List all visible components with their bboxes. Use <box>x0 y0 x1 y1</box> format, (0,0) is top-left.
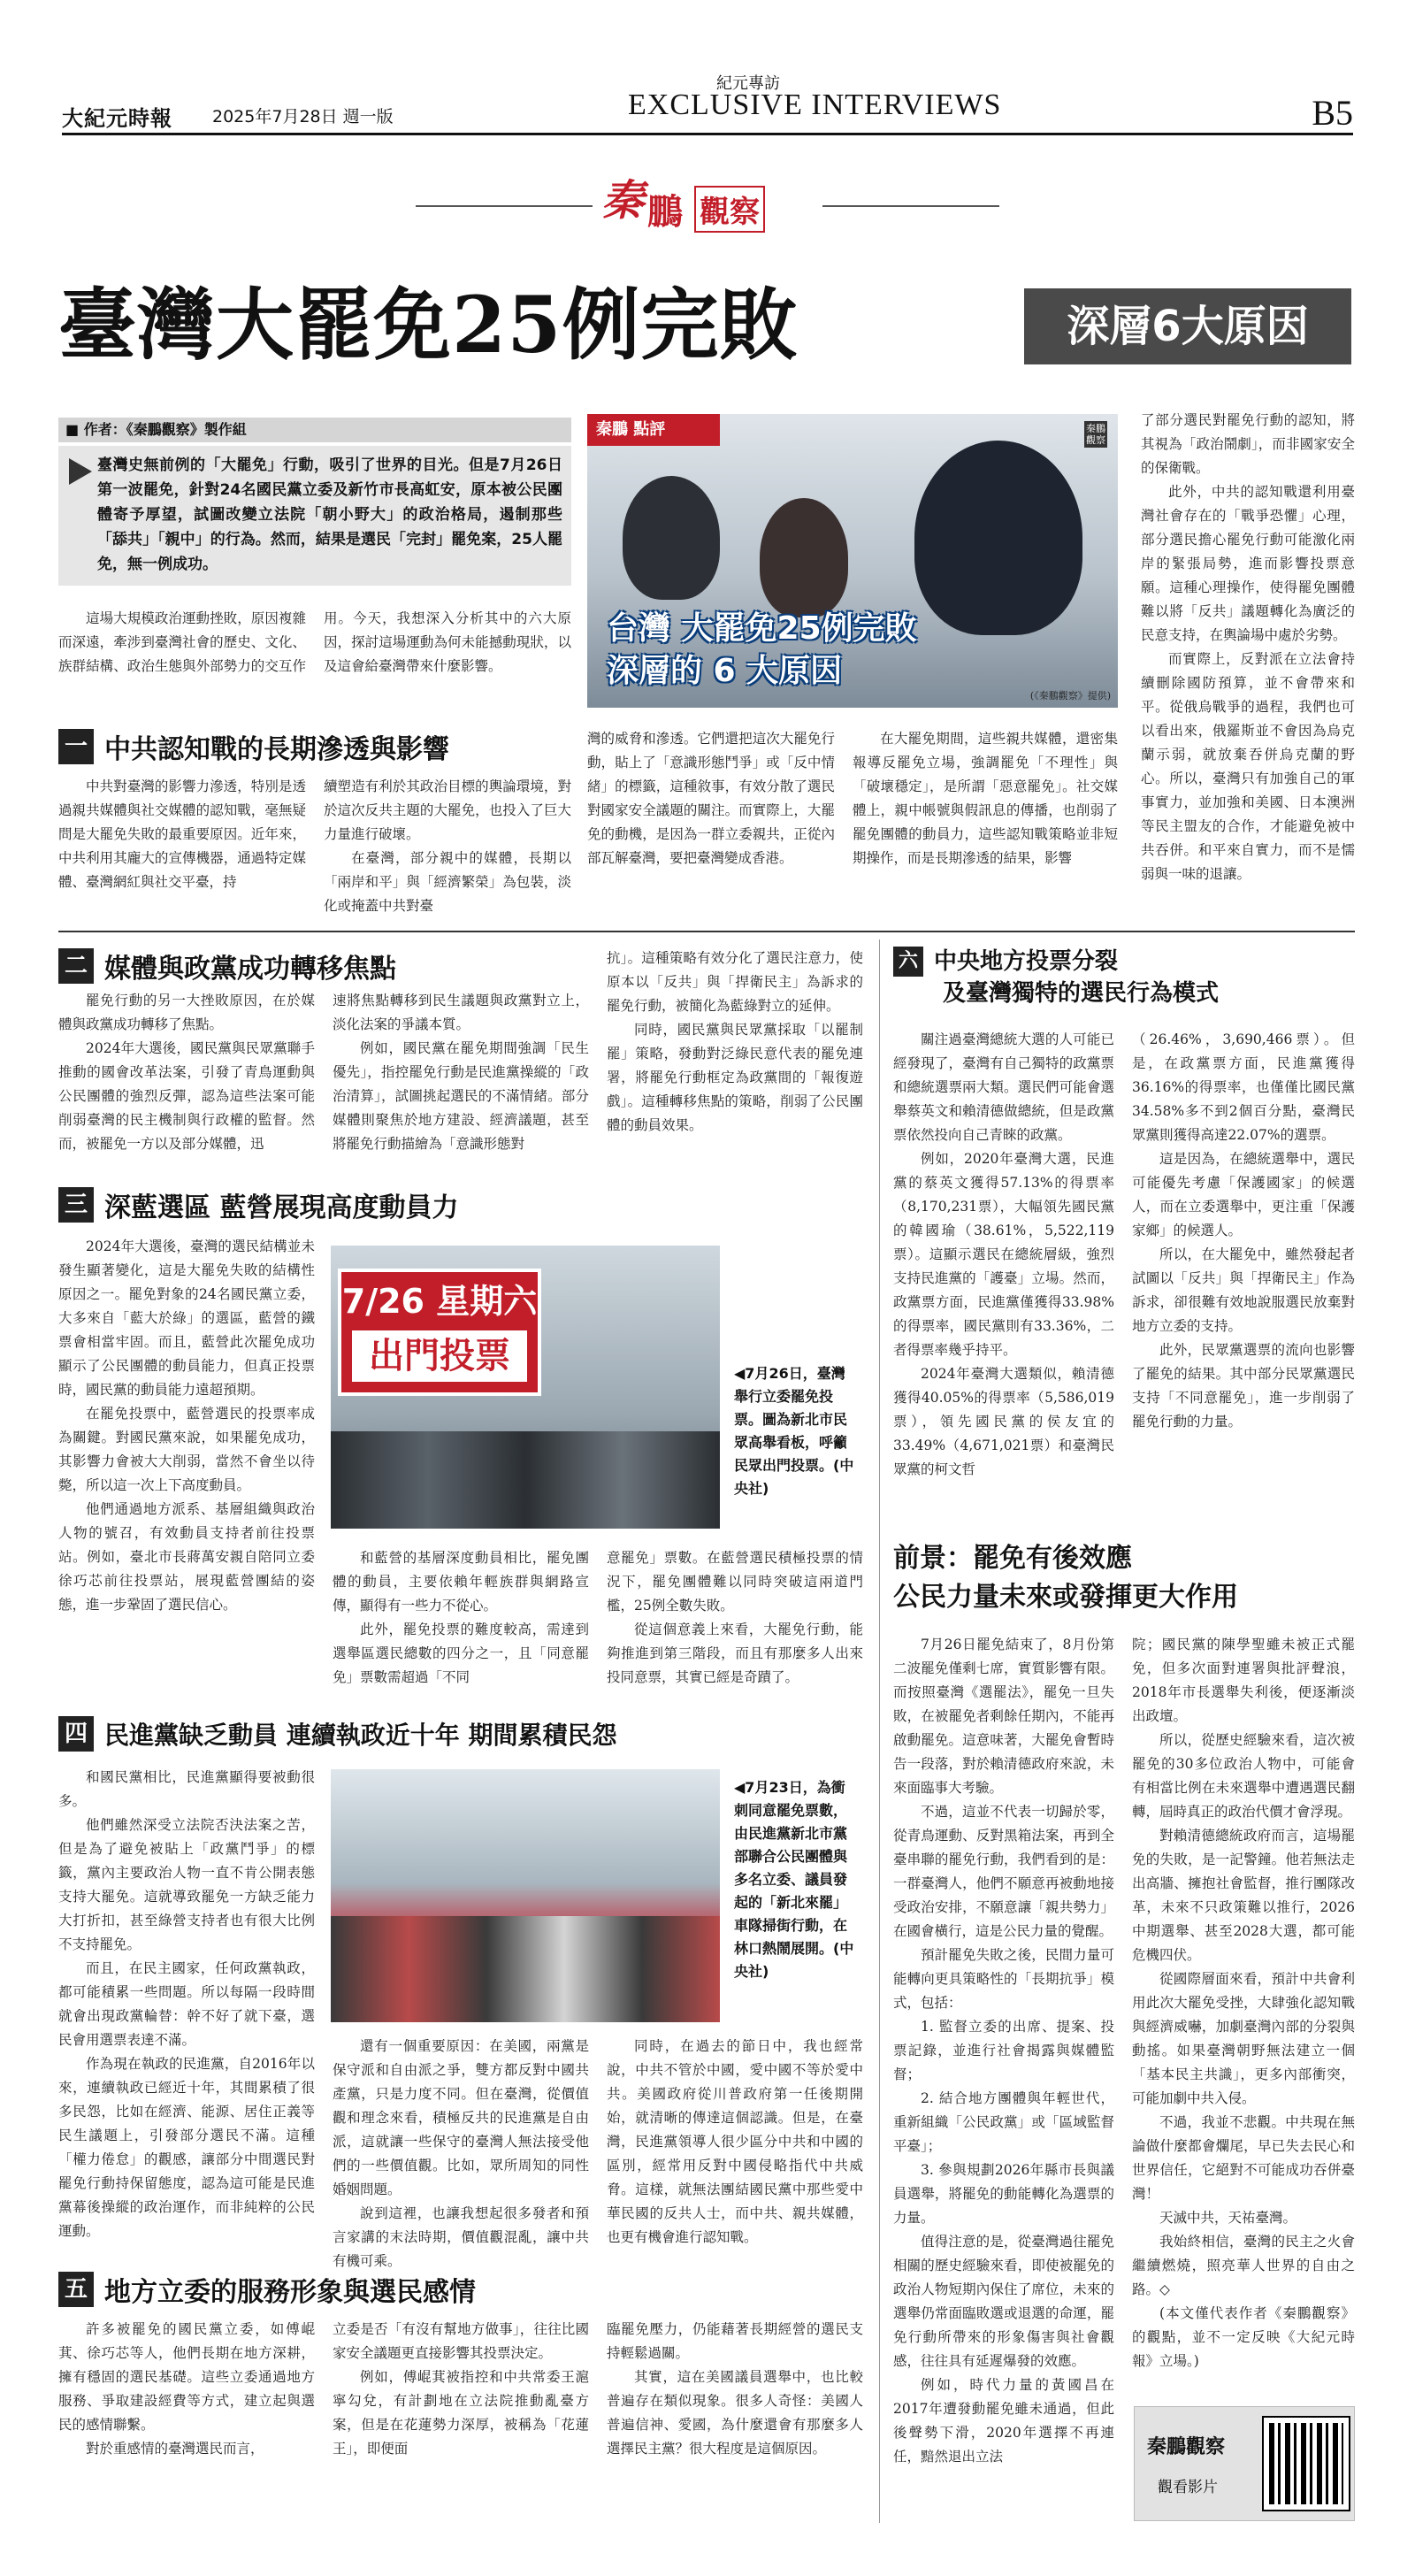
fw-p14: 天滅中共，天祐臺灣。 <box>1159 2210 1297 2226</box>
s6-p5: 這是因為，在總統選舉中，選民可能優先考慮「保護國家」的候選人，而在立委選舉中，更注重「保護家鄉」的候選人。 <box>1132 1151 1355 1238</box>
section-label-cn: 紀元專訪 <box>716 74 780 93</box>
section-6-col-a <box>893 1028 1114 1482</box>
section-3-col-a <box>58 1235 315 1698</box>
hero-title-line2: 深層的 6 大原因 <box>607 653 843 689</box>
lead-text: 臺灣史無前例的「大罷免」行動，吸引了世界的目光。但是7月26日第一波罷免，針對24名國民黨立委及新竹市長高虹安，原本被公民團體寄予厚望，試圖改變立法院「朝小野大」的政治格局，遏制那些「舔共」「親中」的行為。然而，結果是選民「完封」罷免案，25人罷免，無一例成功。 <box>97 456 562 573</box>
fw-p12: 從國際層面來看，預計中共會利用此次大罷免受挫，大肆強化認知戰與經濟威嚇，加劇臺灣內部的分裂與動搖。如果臺灣朝野無法建立一個「基本民主共識」，更多內部衝突，可能加劇中共入侵。 <box>1132 1971 1355 2106</box>
right-top-p3: 而實際上，反對派在立法會持續刪除國防預算，並不會帶來和平。從俄烏戰爭的過程，我們也可以看出來，俄羅斯並不會因為烏克蘭示弱，就放棄吞併烏克蘭的野心。所以，臺灣只有加強自己的軍事實力，並加強和美國、日本澳洲等民主盟友的合作，才能避免被中共吞併。和平來自實力，而不是懦弱與一味的退讓。 <box>1141 651 1355 882</box>
section-5-col-b <box>333 2318 589 2521</box>
s3-p7: 從這個意義上來看，大罷免行動，能夠推進到第三階段，而且有那麼多人出來投同意票，其實已經是奇蹟了。 <box>607 1622 863 1685</box>
s5-p1: 許多被罷免的國民黨立委，如傅崐萁、徐巧芯等人，他們長期在地方深耕，擁有穩固的選民基礎。這些立委通過地方服務、爭取建設經費等方式，建立起與選民的感情聯繫。 <box>58 2321 315 2433</box>
s6-p6: 所以，在大罷免中，雖然發起者試圖以「反共」與「捍衛民主」作為訴求，卻很難有效地說服選民放棄對地方立委的支持。 <box>1132 1246 1355 1334</box>
section-1-col-a <box>58 775 306 894</box>
byline-bar <box>58 418 571 442</box>
section-5-col-a <box>58 2318 315 2521</box>
s2-p6: 同時，國民黨與民眾黨採取「以罷制罷」策略，發動對泛綠民意代表的罷免連署，將罷免行動框定為政黨間的「報復遊戲」。這種轉移焦點的策略，削弱了公民團體的動員效果。 <box>607 1022 863 1133</box>
s2-p1: 罷免行動的另一大挫敗原因，在於媒體與政黨成功轉移了焦點。 <box>58 993 315 1032</box>
section-2-number: 二 <box>58 948 94 984</box>
s3-p5: 此外，罷免投票的難度較高，需達到選舉區選民總數的四分之一，且「同意罷免」票數需超過「不同 <box>333 1622 589 1685</box>
voting-photo-caption: ◀7月26日，臺灣舉行立委罷免投票。圖為新北市民眾高舉看板，呼籲民眾出門投票。(中央社) <box>734 1365 854 1497</box>
section-6-col-b <box>1132 1028 1355 1434</box>
section-6-title-b: 及臺灣獨特的選民行為模式 <box>943 980 1220 1007</box>
s6-p3: 2024年臺灣大選類似，賴清德獲得40.05%的得票率（5,586,019票），領先國民黨的侯友宜的33.49%（4,671,021票）和臺灣民眾黨的柯文哲 <box>893 1366 1114 1477</box>
section-5-number: 五 <box>58 2272 94 2307</box>
voting-photo <box>331 1246 720 1529</box>
fw-p13: 不過，我並不悲觀。中共現在無論做什麼都會爛尾，早已失去民心和世界信任，它絕對不可能成功吞併臺灣！ <box>1132 2114 1355 2202</box>
section-4-col-b <box>333 2035 589 2273</box>
outlook-title-a: 前景：罷免有後效應 <box>893 1543 1132 1574</box>
page-number: B5 <box>1312 93 1353 133</box>
section-3-heading <box>58 1185 458 1224</box>
hero-badge: 秦鵬觀察 <box>1086 423 1105 446</box>
section-3-title: 深藍選區 藍營展現高度動員力 <box>104 1192 459 1223</box>
lead-box <box>58 446 571 586</box>
lead-arrow-icon <box>69 458 92 485</box>
section-label-en: EXCLUSIVE INTERVIEWS <box>628 88 1002 121</box>
person-right-silhouette <box>914 441 1082 635</box>
s4-p4: 作為現在執政的民進黨，自2016年以來，連續執政已經近十年，其間累積了很多民怨，比如在經濟、能源、居住正義等民生議題上，引發部分選民不滿。這種「權力倦怠」的觀感，讓部分中間選民對罷免行動持保留態度，認為這可能是民進黨幕後操縱的政治運作，而非純粹的公民運動。 <box>58 2056 315 2239</box>
column-name-qin: 秦 <box>601 176 645 226</box>
hero-title-line1: 台灣 大罷免25例完敗 <box>607 610 917 647</box>
paper-name: 大紀元時報 <box>62 105 172 131</box>
intro-paragraph: 這場大規模政治運動挫敗，原因複雜而深遠，牽涉到臺灣社會的歷史、文化、族群結構、政治生態與外部勢力的交互作用。今天，我想深入分析其中的六大原因，探討這場運動為何未能撼動現狀，以及這會給臺灣帶來什麼影響。 <box>58 610 571 674</box>
right-top-text <box>1141 409 1355 886</box>
s5-p2: 對於重感情的臺灣選民而言， <box>86 2441 264 2457</box>
s2-p5: 抗」。這種策略有效分化了選民注意力，使原本以「反共」與「捍衛民主」為訴求的罷免行動，被簡化為藍綠對立的延伸。 <box>607 950 863 1014</box>
s3-p6: 意罷免」票數。在藍營選民積極投票的情況下，罷免團體難以同時突破這兩道門檻，25例全數失敗。 <box>607 1550 863 1614</box>
masthead <box>62 62 1353 133</box>
section-6-title-a: 中央地方投票分裂 <box>934 948 1119 975</box>
s6-p7: 此外，民眾黨選票的流向也影響了罷免的結果。其中部分民眾黨選民支持「不同意罷免」，進一步削弱了罷免行動的力量。 <box>1132 1342 1355 1430</box>
headline: 臺灣大罷免25例完敗 <box>58 279 799 371</box>
outlook-col-a <box>893 1633 1114 2526</box>
section-1-col-d <box>853 727 1118 870</box>
issue-date: 2025年7月28日 週一版 <box>212 107 394 126</box>
motorcade-photo <box>331 1769 720 2022</box>
outlook-col-b <box>1132 1633 1355 2369</box>
hero-image <box>587 414 1118 708</box>
section-1-col-b <box>324 775 571 918</box>
fw-p5: 2. 結合地方團體與年輕世代，重新組織「公民政黨」或「區域監督平臺」； <box>893 2090 1114 2154</box>
outlook-heading <box>893 1539 1238 1617</box>
hero-tag: 秦鵬 點評 <box>587 414 720 446</box>
fw-p2: 不過，這並不代表一切歸於零，從青鳥運動、反對黑箱法案，再到全臺串聯的罷免行動，我們看到的是：一群臺灣人，他們不願意再被動地接受政治安排，不願意讓「親共勢力」在國會橫行，這是公民力量的覺醒。 <box>893 1804 1114 1939</box>
section-2-col-b <box>333 989 589 1156</box>
byline: ■ 作者：《秦鵬觀察》製作組 <box>65 421 247 438</box>
fw-p16: (本文僅代表作者《秦鵬觀察》的觀點，並不一定反映《大紀元時報》立場。) <box>1132 2305 1355 2369</box>
right-top-p1: 了部分選民對罷免行動的認知，將其視為「政治鬧劇」，而非國家安全的保衛戰。 <box>1141 412 1355 476</box>
s5-p5: 臨罷免壓力，仍能藉著長期經營的選民支持輕鬆過關。 <box>607 2321 863 2361</box>
section-2-col-c <box>607 947 863 1138</box>
s1-p4: 灣的威脅和滲透。它們還把這次大罷免行動，貼上了「意識形態鬥爭」或「反中情緒」的標籤，這種敘事，有效分散了選民對國家安全議題的關注。而實際上，大罷免的動機，是因為一群立委親共，正從內部瓦解臺灣，要把臺灣變成香港。 <box>587 731 835 866</box>
fw-p7: 值得注意的是，從臺灣過往罷免相關的歷史經驗來看，即使被罷免的政治人物短期內保住了席位，未來的選舉仍常面臨敗選或退選的命運，罷免行動所帶來的形象傷害與社會觀感，往往具有延遲爆發的效應。 <box>893 2234 1114 2369</box>
section-6-heading <box>893 947 1219 1010</box>
section-2-heading <box>58 947 396 985</box>
s4-p5: 還有一個重要原因：在美國，兩黨是保守派和自由派之爭，雙方都反對中國共產黨，只是力度不同。但在臺灣，從價值觀和理念來看，積極反共的民進黨是自由派，這就讓一些保守的臺灣人無法接受他們的一些價值觀。比如，眾所周知的同性婚姻問題。 <box>333 2038 589 2197</box>
s5-p3: 立委是否「有沒有幫地方做事」，往往比國家安全議題更直接影響其投票決定。 <box>333 2321 589 2361</box>
s3-p3: 他們通過地方派系、基層組織與政治人物的號召，有效動員支持者前往投票站。例如，臺北市長蔣萬安親自陪同立委徐巧芯前往投票站，展現藍營團結的姿態，進一步鞏固了選民信心。 <box>58 1501 315 1613</box>
section-1-col-c <box>587 727 835 870</box>
fw-p6: 3. 參與規劃2026年縣市長與議員選舉，將罷免的動能轉化為選票的力量。 <box>893 2162 1114 2226</box>
fw-p15: 我始終相信，臺灣的民主之火會繼續燃燒，照亮華人世界的自由之路。◇ <box>1132 2234 1355 2297</box>
s5-p6: 其實，這在美國議員選舉中，也比較普遍存在類似現象。很多人奇怪：美國人普遍信神、愛國，為什麼還會有那麼多人選擇民主黨？很大程度是這個原因。 <box>607 2369 863 2457</box>
section-4-number: 四 <box>58 1716 94 1752</box>
section-6-number: 六 <box>893 947 923 977</box>
motorcade-crowd <box>331 1916 720 2022</box>
s6-p2: 例如，2020年臺灣大選，民進黨的蔡英文獲得57.13%的得票率（8,170,231票），大幅領先國民黨的韓國瑜（38.61%，5,522,119票）。這顯示選民在總統層級，強烈支持民進黨的「護臺」立場。然而，政黨票方面，民進黨僅獲得33.98%的得票率，國民黨則有33.36%，二者得票率幾乎持平。 <box>893 1151 1114 1358</box>
s2-p3: 速將焦點轉移到民生議題與政黨對立上，淡化法案的爭議本質。 <box>333 993 589 1032</box>
section-2-title: 媒體與政黨成功轉移焦點 <box>104 954 396 985</box>
s1-p3: 在臺灣，部分親中的媒體，長期以「兩岸和平」與「經濟繁榮」為包裝，淡化或掩蓋中共對臺 <box>324 850 571 914</box>
s4-p1: 和國民黨相比，民進黨顯得要被動很多。 <box>58 1769 315 1809</box>
column-name-observe: 觀察 <box>694 186 765 233</box>
section-3-number: 三 <box>58 1187 94 1223</box>
divider-upper <box>58 931 1355 932</box>
subhead: 深層6大原因 <box>1024 288 1351 364</box>
section-5-col-c <box>607 2318 863 2521</box>
masthead-rule <box>62 133 1353 135</box>
s3-p4: 和藍營的基層深度動員相比，罷免團體的動員，主要依賴年輕族群與網路宣傳，顯得有一些力不從心。 <box>333 1550 589 1614</box>
section-1-title: 中共認知戰的長期滲透與影響 <box>104 734 449 765</box>
right-top-p2: 此外，中共的認知戰還利用臺灣社會存在的「戰爭恐懼」心理，部分選民擔心罷免行動可能激化兩岸的緊張局勢，進而影響投票意願。這種心理操作，使得罷免團體難以將「反共」議題轉化為廣泛的民意支持，在輿論場中處於劣勢。 <box>1141 484 1355 643</box>
column-name-peng: 鵬 <box>647 191 683 233</box>
s3-p2: 在罷免投票中，藍營選民的投票率成為關鍵。對國民黨來說，如果罷免成功，其影響力會被大大削弱，當然不會坐以待斃，所以這一次上下高度動員。 <box>58 1406 315 1493</box>
outlook-title-b: 公民力量未來或發揮更大作用 <box>893 1582 1238 1613</box>
s5-p4: 例如，傅崐萁被指控和中共常委王滬寧勾兌，有計劃地在立法院推動亂臺方案，但是在花蓮勢力深厚，被稱為「花蓮王」，即便面 <box>333 2369 589 2457</box>
section-3-col-b <box>333 1546 589 1690</box>
section-4-heading <box>58 1716 617 1752</box>
s4-p3: 而且，在民主國家，任何政黨執政，都可能積累一些問題。所以每隔一段時間就會出現政黨輪替：幹不好了就下臺，選民會用選票表達不滿。 <box>58 1960 315 2048</box>
person-left-silhouette <box>623 476 720 600</box>
promo-title: 秦鵬觀察 <box>1147 2436 1226 2458</box>
voting-sign-line2: 出門投票 <box>352 1330 527 1382</box>
voting-sign <box>338 1269 541 1396</box>
s1-p5: 在大罷免期間，這些親共媒體，還密集報導反罷免立場，強調罷免「不理性」與「破壞穩定」，是所謂「惡意罷免」。社交媒體上，親中帳號與假訊息的傳播，也削弱了罷免團體的動員力，這些認知戰策略並非短期操作，而是長期滲透的結果，影響 <box>853 731 1118 866</box>
hero-credit: (《秦鵬觀察》提供) <box>1029 690 1111 702</box>
logo-rule-right <box>822 205 999 207</box>
section-1-heading <box>58 727 449 766</box>
promo-subtitle: 觀看影片 <box>1158 2479 1218 2496</box>
fw-p8: 例如，時代力量的黃國昌在2017年遭發動罷免雖未通過，但此後聲勢下滑，2020年選擇不再連任，黯然退出立法 <box>893 2377 1114 2465</box>
fw-p3: 預計罷免失敗之後，民間力量可能轉向更具策略性的「長期抗爭」模式，包括： <box>893 1947 1114 2011</box>
s6-p1: 關注過臺灣總統大選的人可能已經發現了，臺灣有自己獨特的政黨票和總統選票兩大類。選民們可能會選舉蔡英文和賴清德做總統，但是政黨票依然投向自己青睞的政黨。 <box>893 1031 1114 1143</box>
motorcade-photo-caption: ◀7月23日，為衝刺同意罷免票數，由民進黨新北市黨部聯合公民團體與多名立委、議員發起的「新北來罷」車隊掃街行動，在林口熱鬧展開。(中央社) <box>734 1779 854 1980</box>
voting-sign-line1: 7/26 星期六 <box>341 1282 538 1321</box>
fw-p4: 1. 監督立委的出席、提案、投票記錄，並進行社會揭露與媒體監督； <box>893 2019 1114 2082</box>
s4-p7: 同時，在過去的節日中，我也經常說，中共不管於中國，愛中國不等於愛中共。美國政府從川普政府第一任後期開始，就清晰的傳達這個認識。但是，在臺灣，民進黨領導人很少區分中共和中國的區別，經常用反對中國侵略指代中共威脅。這樣，就無法團結國民黨中那些愛中華民國的反共人士，而中共、親共媒體，也更有機會進行認知戰。 <box>607 2038 863 2245</box>
fw-p9: 院；國民黨的陳學聖雖未被正式罷免，但多次面對連署與批評聲浪，2018年市長選舉失利後，便逐漸淡出政壇。 <box>1132 1637 1355 1724</box>
video-promo[interactable] <box>1134 2406 1355 2521</box>
section-5-heading <box>58 2270 476 2309</box>
logo-rule-left <box>416 205 593 207</box>
fw-p10: 所以，從歷史經驗來看，這次被罷免的30多位政治人物中，可能會有相當比例在未來選舉中遭遇選民翻轉，屆時真正的政治代價才會浮現。 <box>1132 1732 1355 1820</box>
section-5-title: 地方立委的服務形象與選民感情 <box>104 2277 476 2308</box>
intro-text <box>58 607 571 708</box>
s2-p4: 例如，國民黨在罷免期間強調「民生優先」，指控罷免行動是民進黨操縱的「政治清算」，試圖挑起選民的不滿情緒。部分媒體則聚焦於地方建設、經濟議題，甚至將罷免行動描繪為「意識形態對 <box>333 1040 589 1152</box>
section-1-number: 一 <box>58 729 94 764</box>
fw-p1: 7月26日罷免結束了，8月份第二波罷免僅剩七席，實質影響有限。而按照臺灣《選罷法》，罷免一旦失敗，在被罷免者剩餘任期內，不能再啟動罷免。這意味著，大罷免會暫時告一段落，對於賴清德政府來說，未來面臨事大考驗。 <box>893 1637 1114 1796</box>
s1-p2: 續塑造有利於其政治目標的輿論環境，對於這次反共主題的大罷免，也投入了巨大力量進行破壞。 <box>324 778 571 842</box>
s3-p1: 2024年大選後，臺灣的選民結構並未發生顯著變化，這是大罷免失敗的結構性原因之一。罷免對象的24名國民黨立委，大多來自「藍大於綠」的選區，藍營的鐵票會相當牢固。而且，藍營此次罷免成功顯示了公民團體的動員能力，但真正投票時，國民黨的動員能力遠超預期。 <box>58 1238 315 1398</box>
crowd <box>331 1431 720 1529</box>
section-3-col-c <box>607 1546 863 1690</box>
section-4-col-a <box>58 1766 315 2250</box>
column-divider <box>879 939 880 2523</box>
qr-code-icon[interactable] <box>1264 2418 1349 2510</box>
column-logo <box>416 157 999 233</box>
person-center-silhouette <box>760 498 848 617</box>
section-4-title: 民進黨缺乏動員 連續執政近十年 期間累積民怨 <box>104 1721 617 1750</box>
section-4-col-c <box>607 2035 863 2254</box>
s6-p4: （26.46%，3,690,466票）。但是，在政黨票方面，民進黨獲得36.16%的得票率，也僅僅比國民黨34.58%多不到2個百分點，臺灣民眾黨則獲得高達22.07%的選票。 <box>1132 1031 1355 1143</box>
s2-p2: 2024年大選後，國民黨與民眾黨聯手推動的國會改革法案，引發了青鳥運動與公民團體的強烈反彈，認為這些法案可能削弱臺灣的民主機制與行政權的監督。然而，被罷免一方以及部分媒體，迅 <box>58 1040 315 1152</box>
s4-p6: 說到這裡，也讓我想起很多發者和預言家講的末法時期，價值觀混亂，讓中共有機可乘。 <box>333 2205 589 2269</box>
fw-p11: 對賴清德總統政府而言，這場罷免的失敗，是一記警鐘。他若無法走出高牆、擁抱社會監督，推行團隊改革，未來不只政策難以推行，2026中期選舉、甚至2028大選，都可能危機四伏。 <box>1132 1828 1355 1963</box>
s1-p1: 中共對臺灣的影響力滲透，特別是透過親共媒體與社交媒體的認知戰，毫無疑問是大罷免失敗的最重要原因。近年來，中共利用其龐大的宣傳機器，通過特定媒體、臺灣網紅與社交平臺，持 <box>58 778 306 890</box>
s4-p2: 他們雖然深受立法院否決法案之苦，但是為了避免被貼上「政黨鬥爭」的標籤，黨內主要政治人物一直不肯公開表態支持大罷免。這就導致罷免一方缺乏能力大打折扣，甚至綠營支持者也有很大比例不支持罷免。 <box>58 1817 315 1952</box>
section-2-col-a <box>58 989 315 1156</box>
